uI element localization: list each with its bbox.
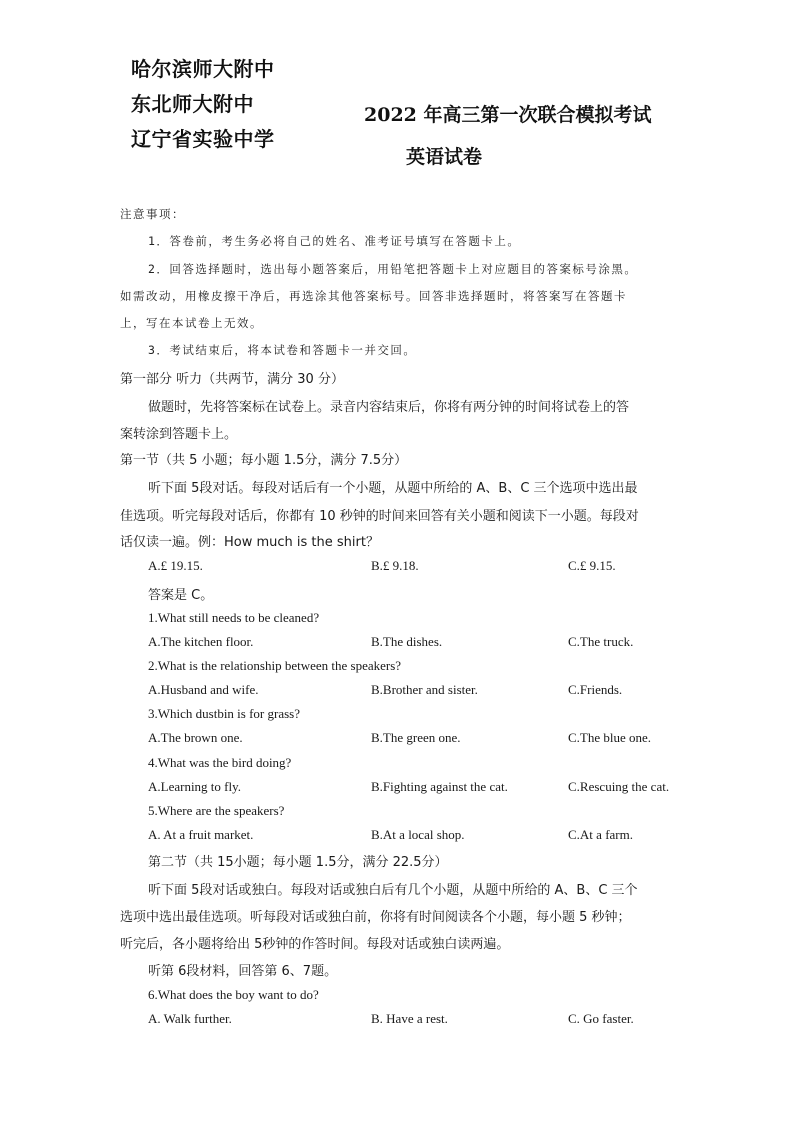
question-6: 6.What does the boy want to do? [148, 987, 319, 1002]
section2-instr-line2: 选项中选出最佳选项。听每段对话或独白前，你将有时间阅读各个小题，每小题 5 秒钟； [120, 910, 631, 925]
section2-heading: 第二节（共 15小题；每小题 1.5分，满分 22.5分） [148, 855, 448, 870]
q2-option-a: A.Husband and wife. [148, 682, 259, 697]
q6-option-a: A. Walk further. [148, 1011, 232, 1026]
q1-option-b: B.The dishes. [371, 634, 443, 649]
part1-intro-line2: 案转涂到答题卡上。 [120, 427, 238, 442]
question-4: 4.What was the bird doing? [148, 755, 292, 770]
school-name-3: 辽宁省实验中学 [131, 127, 275, 151]
section1-heading: 第一节（共 5 小题；每小题 1.5分，满分 7.5分） [120, 453, 408, 468]
question-1: 1.What still needs to be cleaned? [148, 610, 320, 625]
notice-item-1: 1．答卷前，考生务必将自己的姓名、准考证号填写在答题卡上。 [148, 234, 521, 248]
section1-instr-line3: 话仅读一遍。例：How much is the shirt？ [120, 535, 379, 550]
part1-intro-line1: 做题时，先将答案标在试卷上。录音内容结束后，你将有两分钟的时间将试卷上的答 [148, 400, 630, 415]
notice-item-2-line2: 如需改动，用橡皮擦干净后，再选涂其他答案标号。回答非选择题时，将答案写在答题卡 [120, 289, 627, 303]
section1-instr-line2: 佳选项。听完每段对话后，你都有 10 秒钟的时间来回答有关小题和阅读下一小题。每段对 [120, 509, 639, 524]
q6-option-b: B. Have a rest. [371, 1011, 448, 1026]
section2-instr-line3: 听完后，各小题将给出 5秒钟的作答时间。每段对话或独白读两遍。 [120, 937, 510, 952]
part1-heading: 第一部分 听力（共两节，满分 30 分） [120, 372, 344, 387]
example-option-c: C.£ 9.15. [568, 558, 616, 573]
q5-option-a: A. At a fruit market. [148, 827, 254, 842]
q4-option-c: C.Rescuing the cat. [568, 779, 670, 794]
q5-option-c: C.At a farm. [568, 827, 633, 842]
q2-option-b: B.Brother and sister. [371, 682, 478, 697]
question-3: 3.Which dustbin is for grass? [148, 706, 301, 721]
question-2: 2.What is the relationship between the speakers? [148, 658, 402, 673]
q2-option-c: C.Friends. [568, 682, 623, 697]
example-answer: 答案是 C。 [148, 588, 214, 603]
school-name-1: 哈尔滨师大附中 [131, 57, 275, 81]
q1-option-c: C.The truck. [568, 634, 634, 649]
q3-option-a: A.The brown one. [148, 730, 243, 745]
q3-option-c: C.The blue one. [568, 730, 652, 745]
subject-title: 英语试卷 [406, 146, 483, 168]
question-5: 5.Where are the speakers? [148, 803, 285, 818]
notice-item-2-line1: 2．回答选择题时，选出每小题答案后，用铅笔把答题卡上对应题目的答案标号涂黑。 [148, 262, 638, 276]
q1-option-a: A.The kitchen floor. [148, 634, 254, 649]
section2-instr-line1: 听下面 5段对话或独白。每段对话或独白后有几个小题，从题中所给的 A、B、C 三个 [148, 883, 638, 898]
q4-option-a: A.Learning to fly. [148, 779, 242, 794]
example-option-a: A.£ 19.15. [148, 558, 203, 573]
q6-option-c: C. Go faster. [568, 1011, 634, 1026]
notice-heading: 注意事项： [120, 207, 185, 221]
section2-material: 听第 6段材料，回答第 6、7题。 [148, 964, 338, 979]
q4-option-b: B.Fighting against the cat. [371, 779, 508, 794]
q5-option-b: B.At a local shop. [371, 827, 465, 842]
q3-option-b: B.The green one. [371, 730, 461, 745]
school-name-2: 东北师大附中 [131, 92, 254, 116]
section1-instr-line1: 听下面 5段对话。每段对话后有一个小题，从题中所给的 A、B、C 三个选项中选出最 [148, 481, 638, 496]
notice-item-3: 3．考试结束后，将本试卷和答题卡一并交回。 [148, 343, 417, 357]
notice-item-2-line3: 上，写在本试卷上无效。 [120, 316, 263, 330]
exam-title: 2022 年高三第一次联合模拟考试 [364, 104, 652, 126]
example-option-b: B.£ 9.18. [371, 558, 419, 573]
